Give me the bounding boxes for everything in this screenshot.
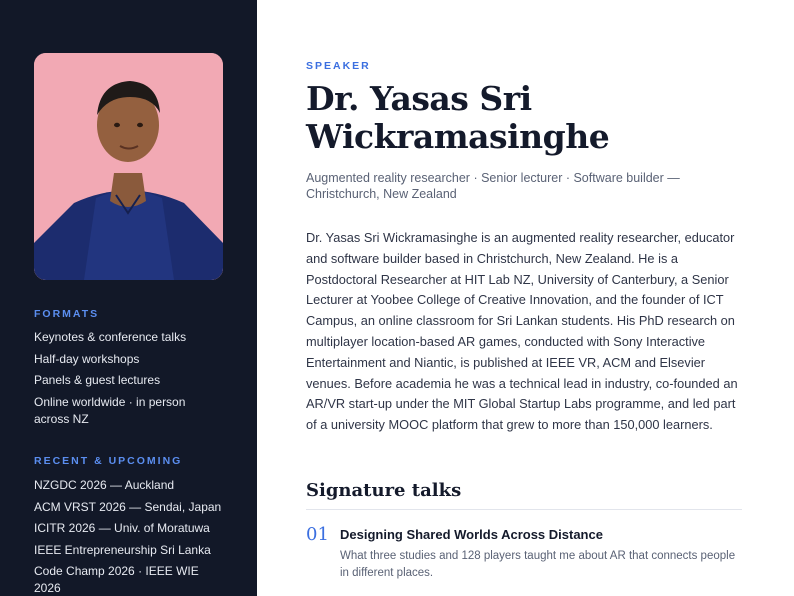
- title-line-2: Wickramasinghe: [306, 117, 610, 156]
- talk-title: Designing Shared Worlds Across Distance: [340, 527, 603, 542]
- recent-list: [34, 477, 234, 596]
- bio-paragraph: Dr. Yasas Sri Wickramasinghe is an augmented reality researcher, educator and software builder based in Christchurch, New Zealand. He is a Postdoctoral Researcher at HIT Lab NZ, University of Canterbury, a Senior Lecturer at Yoobee College of Creative Innovation, and the founder of ICT Campus, an online classroom for Sri Lankan students. His PhD research on multiplayer location-based AR games, conducted with Sony Interactive Entertainment and Niantic, is published at IEEE VR, ACM and Elsevier venues. Before academia he was a technical lead in industry, co-founded an AR/VR start-up under the MIT Global Startup Labs programme, and led part of a university MOOC platform that grew to more than 150,000 learners.: [306, 230, 738, 433]
- eyebrow-label: SPEAKER: [306, 60, 371, 72]
- list-item: Keynotes & conference talks: [34, 330, 187, 344]
- sidebar: [0, 0, 257, 596]
- section-title-talks: Signature talks: [306, 480, 462, 501]
- list-item: Half-day workshops: [34, 351, 140, 366]
- list-item: Code Champ 2026 · IEEE WIE 2026: [34, 564, 199, 595]
- list-item: ACM VRST 2026 — Sendai, Japan: [34, 499, 222, 514]
- page-title: [306, 80, 746, 156]
- list-item: ICITR 2026 — Univ. of Moratuwa: [34, 521, 210, 535]
- list-item: NZGDC 2026 — Auckland: [34, 478, 175, 492]
- divider: [306, 509, 742, 510]
- title-line-1: Dr. Yasas Sri: [306, 79, 532, 118]
- formats-heading: FORMATS: [34, 308, 100, 320]
- speaker-photo: [34, 53, 223, 280]
- talk-description: What three studies and 128 players taught me about AR that connects people in different places.: [340, 550, 736, 579]
- tagline: Augmented reality researcher · Senior lecturer · Software builder — Christchurch, New Zealand: [306, 171, 680, 201]
- talk-number: 01: [306, 524, 329, 545]
- recent-heading: RECENT & UPCOMING: [34, 455, 183, 467]
- list-item: Panels & guest lectures: [34, 373, 161, 387]
- list-item: Online worldwide · in person across NZ: [34, 394, 186, 426]
- formats-list: [34, 329, 234, 432]
- list-item: IEEE Entrepreneurship Sri Lanka: [34, 542, 211, 557]
